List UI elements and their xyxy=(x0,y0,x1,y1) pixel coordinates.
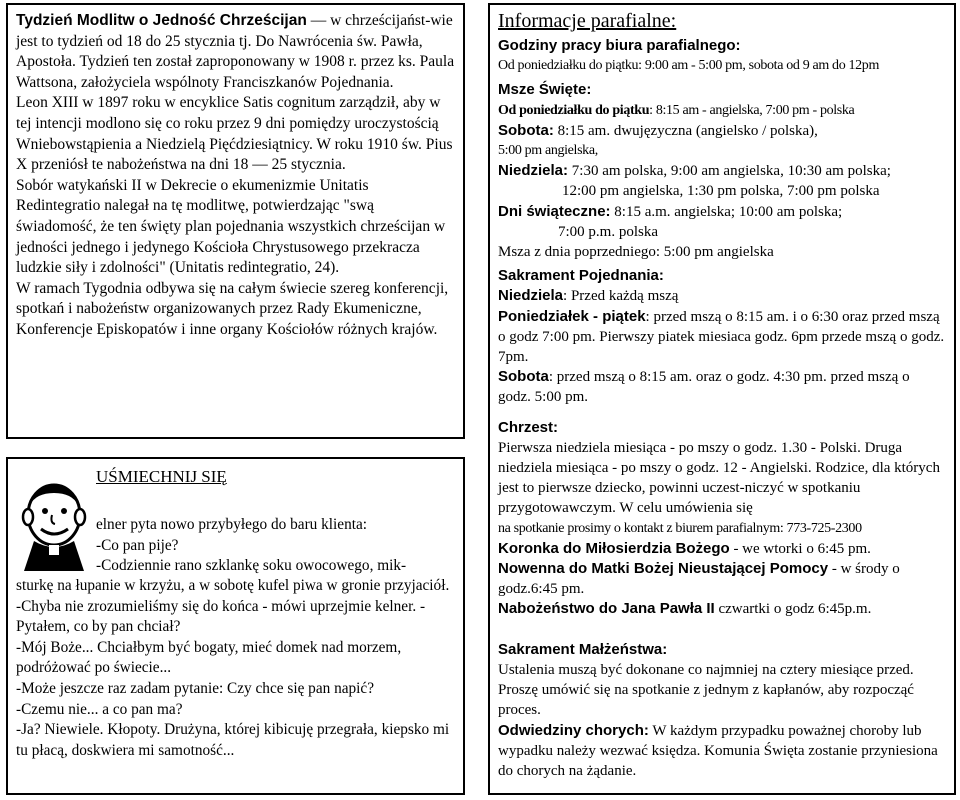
priest-face-icon xyxy=(14,477,92,573)
joke-line: -Co pan pije? xyxy=(96,536,179,554)
mass-sunday-2: 12:00 pm angielska, 1:30 pm polska, 7:00 pm polska xyxy=(562,183,880,200)
sick-visits: Odwiedziny chorych: W każdym przypadku poważnej choroby lub wypadku należy wezwać księdza. Komunia Święta zostanie przyniesiona do chorych na żądanie. xyxy=(498,721,938,779)
mass-holiday-2: 7:00 p.m. polska xyxy=(558,223,658,240)
week-intro-text: — w chrześcijańst-wie jest to tydzień od 18 do 25 stycznia tj. Do Nawrócenia św. Pawła, Apostoła. Tydzień ten został zaproponowany w 1908 r. przez ks. Paula Wattsona, założyciela wspólnoty Franciszkanów Pojednania. xyxy=(16,12,455,91)
parish-info-box xyxy=(488,3,956,795)
confession-saturday: Sobota: przed mszą o 8:15 am. oraz o godz. 4:30 pm. przed mszą o godz. 5:00 pm. xyxy=(498,368,910,406)
week-paragraph-2: Leon XIII w 1897 roku w encyklice Satis cognitum zarządził, aby w tej intencji modlono się co roku przez 9 dni pomiędzy uroczystością Wniebowstąpienia a Niedzielą Pięćdziesiątnicy. W roku 1910 św. Pius X przeniósł te nabożeństwa na dni 18 — 25 stycznia. xyxy=(16,94,453,174)
joke-box xyxy=(6,457,465,795)
joke-title: UŚMIECHNIJ SIĘ xyxy=(96,467,227,486)
baptism-contact: na spotkanie prosimy o kontakt z biurem parafialnym: 773-725-2300 xyxy=(498,520,862,536)
baptism-text: Pierwsza niedziela miesiąca - po mszy o godz. 1.30 - Polski. Druga niedziela miesiąca - po mszy o godz. 12 - Angielski. Rodzice, dla których jest to pierwsze dziecko, powinni uczest-niczyć w spotkaniu przygotowawczym. W celu umówienia się xyxy=(498,439,940,517)
joke-text xyxy=(16,576,461,761)
mercy-chaplet: Koronka do Miłosierdzia Bożego - we wtorki o 6:45 pm. xyxy=(498,539,871,557)
baptism-label: Chrzest: xyxy=(498,418,559,436)
week-intro xyxy=(16,11,455,93)
mass-sunday: Niedziela: 7:30 am polska, 9:00 am angielska, 10:30 am polska; xyxy=(498,162,891,180)
office-hours: Od poniedziałku do piątku: 9:00 am - 5:00 pm, sobota od 9 am do 12pm xyxy=(498,58,879,74)
joke-line: elner pyta nowo przybyłego do baru klienta: xyxy=(96,516,368,533)
marriage-label: Sakrament Małżeństwa: xyxy=(498,640,668,658)
mass-vigil: Msza z dnia poprzedniego: 5:00 pm angielska xyxy=(498,244,774,261)
confession-weekday: Poniedziałek - piątek: przed mszą o 8:15 am. i o 6:30 oraz przed mszą o godz 7:00 pm. Pierwszy piatek miesiaca godz. 6pm przede mszą o godz. 7pm. xyxy=(498,307,945,366)
week-title: Tydzień Modlitw o Jedność Chrześcijan xyxy=(16,12,307,29)
mass-saturday: Sobota: 8:15 am. dwujęzyczna (angielsko / polska), xyxy=(498,121,818,139)
mass-weekday: Od poniedziałku do piątku: 8:15 am - angielska, 7:00 pm - polska xyxy=(498,102,855,118)
office-label: Godziny pracy biura parafialnego: xyxy=(498,37,741,54)
mass-label: Msze Święte: xyxy=(498,81,592,99)
joke-line: -Codziennie rano szklankę soku owocowego, mik- xyxy=(96,557,407,575)
confession-sunday: Niedziela: Przed każdą mszą xyxy=(498,287,679,305)
mass-holiday: Dni świąteczne: 8:15 a.m. angielska; 10:00 am polska; xyxy=(498,202,843,220)
mass-saturday-2: 5:00 pm angielska, xyxy=(498,143,598,159)
novena: Nowenna do Matki Bożej Nieustającej Pomocy - w środy o godz.6:45 pm. xyxy=(498,560,900,598)
week-of-prayer-box xyxy=(6,3,465,439)
joke-top-lines xyxy=(96,515,456,577)
jp2-devotion: Nabożeństwo do Jana Pawła II czwartki o godz 6:45p.m. xyxy=(498,600,872,618)
marriage-text: Ustalenia muszą być dokonane co najmniej na cztery miesiące przed. Proszę umówić się na spotkanie z jednym z kapłanów, aby rozpocząć proces. xyxy=(498,661,914,719)
joke-body: sturkę na łupanie w krzyżu, a w sobotę kufel piwa w gronie przyjaciół. -Chyba nie zrozumieliśmy się do końca - mówi uprzejmie kelner. - Pytałem, co by pan chciał? -Mój Boże... Chciałbym być bogaty, mieć domek nad morzem, podróżować po świecie... -Może jeszcze raz zadam pytanie: Czy chce się pan napić? -Czemu nie... a co pan ma? -Ja? Niewiele. Kłopoty. Drużyna, której kibicuję przegrała, kiepsko mi tu płacą, doskwiera mi samotność... xyxy=(16,577,450,759)
week-paragraph-3: Sobór watykański II w Dekrecie o ekumenizmie Unitatis Redintegratio nalegał na tę modlitwę, potwierdzając "swą świadomość, że ten święty plan pojednania wszystkich chrześcijan w jedności jednego i jedynego Kościoła Chrystusowego przekracza ludzkie siły i zdolności" (Unitatis redintegratio, 24). xyxy=(16,176,446,277)
confession-label: Sakrament Pojednania: xyxy=(498,267,664,285)
week-paragraph-4: W ramach Tygodnia odbywa się na całym świecie szereg konferencji, spotkań i nabożeństw organizowanych przez Rady Ekumeniczne, Konferencje Episkopatów i inne organy Kościołów różnych krajów. xyxy=(16,279,449,338)
parish-title: Informacje parafialne: xyxy=(498,10,677,32)
